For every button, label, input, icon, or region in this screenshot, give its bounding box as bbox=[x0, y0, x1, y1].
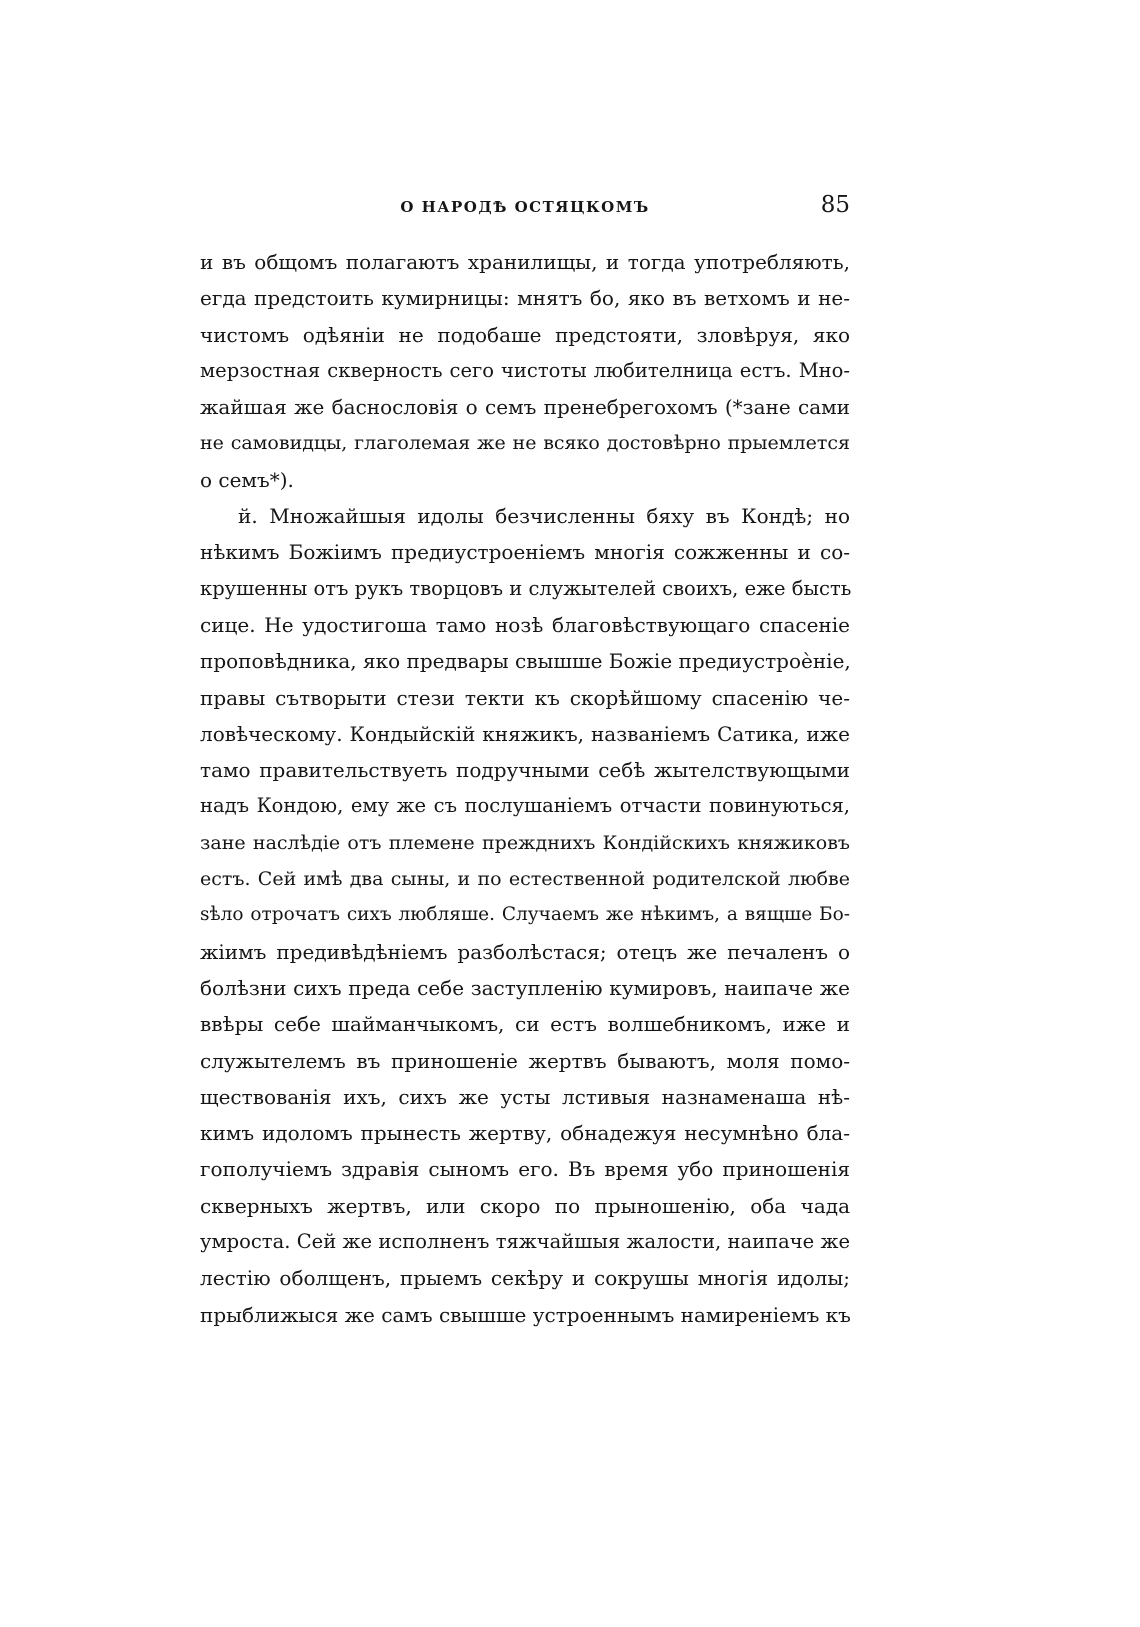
text-line: правы сътворыти стези текти къ скорѣйшому спасенію че- bbox=[200, 685, 850, 710]
text-line: мерзостная скверность сего чистоты любителница естъ. Мно- bbox=[200, 358, 850, 382]
text-line: скверныхъ жертвъ, или скоро по прыношенію, оба чада bbox=[200, 1193, 850, 1218]
text-line: нѣкимъ Божіимъ предиустроеніемъ многія сожженны и со- bbox=[200, 540, 850, 565]
text-line: ввѣры себе шайманчыкомъ, си естъ волшебникомъ, иже и bbox=[200, 1012, 850, 1037]
page-number: 85 bbox=[820, 192, 850, 218]
text-line: лестію оболщенъ, прыемъ секѣру и сокрушы многія идолы; bbox=[200, 1266, 850, 1291]
text-line: не самовидцы, глаголемая же не всяко достовѣрно прыемлется bbox=[200, 432, 850, 455]
text-line: кимъ идоломъ прынесть жертву, обнадежуя несумнѣно бла- bbox=[200, 1121, 850, 1146]
text-line: гополучіемъ здравія сыномъ его. Въ время убо приношенія bbox=[200, 1157, 850, 1182]
text-line: прыближыся же самъ свышше устроеннымъ намиреніемъ къ bbox=[200, 1302, 851, 1327]
paragraph-end-line: о семъ*). bbox=[200, 467, 294, 492]
text-line: крушенны отъ рукъ творцовъ и служытелей своихъ, еже бысть bbox=[200, 576, 852, 600]
page-header bbox=[200, 192, 850, 228]
text-line: жіимъ предивѣдѣніемъ разболѣстася; отецъ же печаленъ о bbox=[200, 939, 850, 964]
text-line: надъ Кондою, ему же съ послушаніемъ отчасти повинуються, bbox=[200, 794, 850, 818]
text-line: служытелемъ въ приношеніе жертвъ бываютъ, моля помо- bbox=[200, 1048, 850, 1073]
text-line: егда предстоить кумирницы: мнятъ бо, яко въ ветхомъ и не- bbox=[200, 286, 850, 311]
text-line: умроста. Сей же исполненъ тяжчайшыя жалости, наипаче же bbox=[200, 1230, 850, 1254]
text-line: ѕѣло отрочатъ сихъ любляше. Случаемъ же нѣкимъ, а вящше Бо- bbox=[200, 904, 850, 926]
text-line: ществованія ихъ, сихъ же усты лстивыя назнаменаша нѣ- bbox=[200, 1084, 850, 1109]
body-text bbox=[200, 244, 850, 1333]
text-line: зане наслѣдіе отъ племене прежднихъ Кондійскихъ княжиковъ bbox=[200, 831, 850, 854]
paragraph-start-line: й. Множайшыя идолы безчисленны бяху въ Кондѣ; но bbox=[238, 504, 850, 529]
text-line: тамо правительствуеть подручными себѣ жытелствующыми bbox=[200, 758, 850, 783]
text-line: проповѣдника, яко предвары свышше Божіе предиустроѐніе, bbox=[200, 649, 851, 674]
text-line: естъ. Сей имѣ два сыны, и по естественной родителской любве bbox=[200, 868, 850, 891]
text-line: сице. Не удостигоша тамо нозѣ благовѣствующаго спасеніе bbox=[200, 612, 850, 637]
text-line: чистомъ одѣяніи не подобаше предстояти, зловѣруя, яко bbox=[200, 322, 850, 347]
running-title: О НАРОДѢ ОСТЯЦКОМЪ bbox=[400, 198, 650, 216]
text-line: и въ общомъ полагаютъ хранилищы, и тогда употребляють, bbox=[200, 250, 850, 274]
text-line: жайшая же баснословія о семъ пренебрегохомъ (*зане сами bbox=[200, 395, 850, 420]
text-line: болѣзни сихъ преда себе заступленію кумировъ, наипаче же bbox=[200, 975, 850, 1000]
text-line: ловѣческому. Кондыйскій княжикъ, названіемъ Сатика, иже bbox=[200, 721, 850, 746]
